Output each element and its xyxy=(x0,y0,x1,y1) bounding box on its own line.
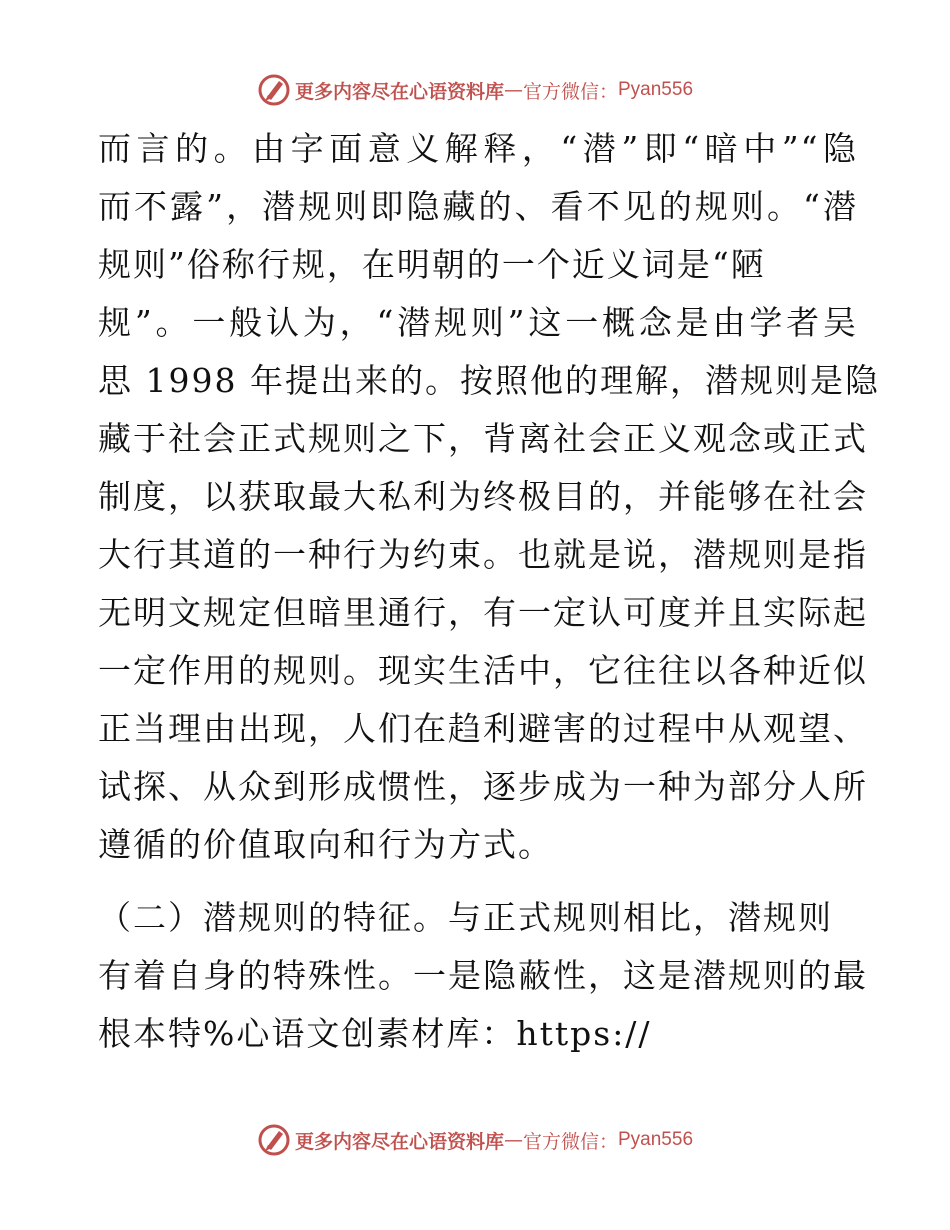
text-line: 有着自身的特殊性。一是隐蔽性，这是潜规则的最 xyxy=(98,956,868,995)
logo-icon xyxy=(257,1123,291,1157)
text-line: 制度，以获取最大私利为终极目的，并能够在社会 xyxy=(98,477,868,516)
text-line: （二）潜规则的特征。与正式规则相比，潜规则 xyxy=(98,898,833,937)
text-line: 而不露”，潜规则即隐藏的、看不见的规则。“潜 xyxy=(98,187,858,226)
text-line: 正当理由出现，人们在趋利避害的过程中从观望、 xyxy=(98,709,868,748)
header-banner xyxy=(0,70,950,110)
banner-brand: 更多内容尽在心语资料库 xyxy=(294,80,504,103)
banner-wechat-id: Pyan556 xyxy=(618,1129,694,1150)
paragraph-1 xyxy=(98,120,880,874)
banner-official-label: 官方微信： xyxy=(522,1130,618,1153)
banner-dash: — xyxy=(503,1129,523,1151)
banner-official-label: 官方微信： xyxy=(522,80,618,103)
banner-dash: — xyxy=(503,79,523,101)
paragraph-2 xyxy=(98,889,868,1063)
text-line: 遵循的价值取向和行为方式。 xyxy=(98,825,553,864)
text-line: 试探、从众到形成惯性，逐步成为一种为部分人所 xyxy=(98,767,868,806)
text-line: 大行其道的一种行为约束。也就是说，潜规则是指 xyxy=(98,535,868,574)
banner-brand: 更多内容尽在心语资料库 xyxy=(294,1130,504,1153)
text-line: 藏于社会正式规则之下，背离社会正义观念或正式 xyxy=(98,419,868,458)
text-line: 而言的。由字面意义解释，“潜”即“暗中”“隐 xyxy=(98,129,858,168)
text-line: 规则”俗称行规，在明朝的一个近义词是“陋 xyxy=(98,245,766,284)
text-line: 一定作用的规则。现实生活中，它往往以各种近似 xyxy=(98,651,868,690)
text-line: 根本特%心语文创素材库：https:// xyxy=(98,1014,652,1053)
banner-wechat-id: Pyan556 xyxy=(618,79,694,100)
footer-banner xyxy=(0,1120,950,1160)
text-line: 规”。一般认为，“潜规则”这一概念是由学者吴 xyxy=(98,303,858,342)
document-body xyxy=(98,120,880,1063)
text-line: 无明文规定但暗里通行，有一定认可度并且实际起 xyxy=(98,593,868,632)
text-line: 思 1998 年提出来的。按照他的理解，潜规则是隐 xyxy=(98,361,880,400)
logo-icon xyxy=(257,73,291,107)
